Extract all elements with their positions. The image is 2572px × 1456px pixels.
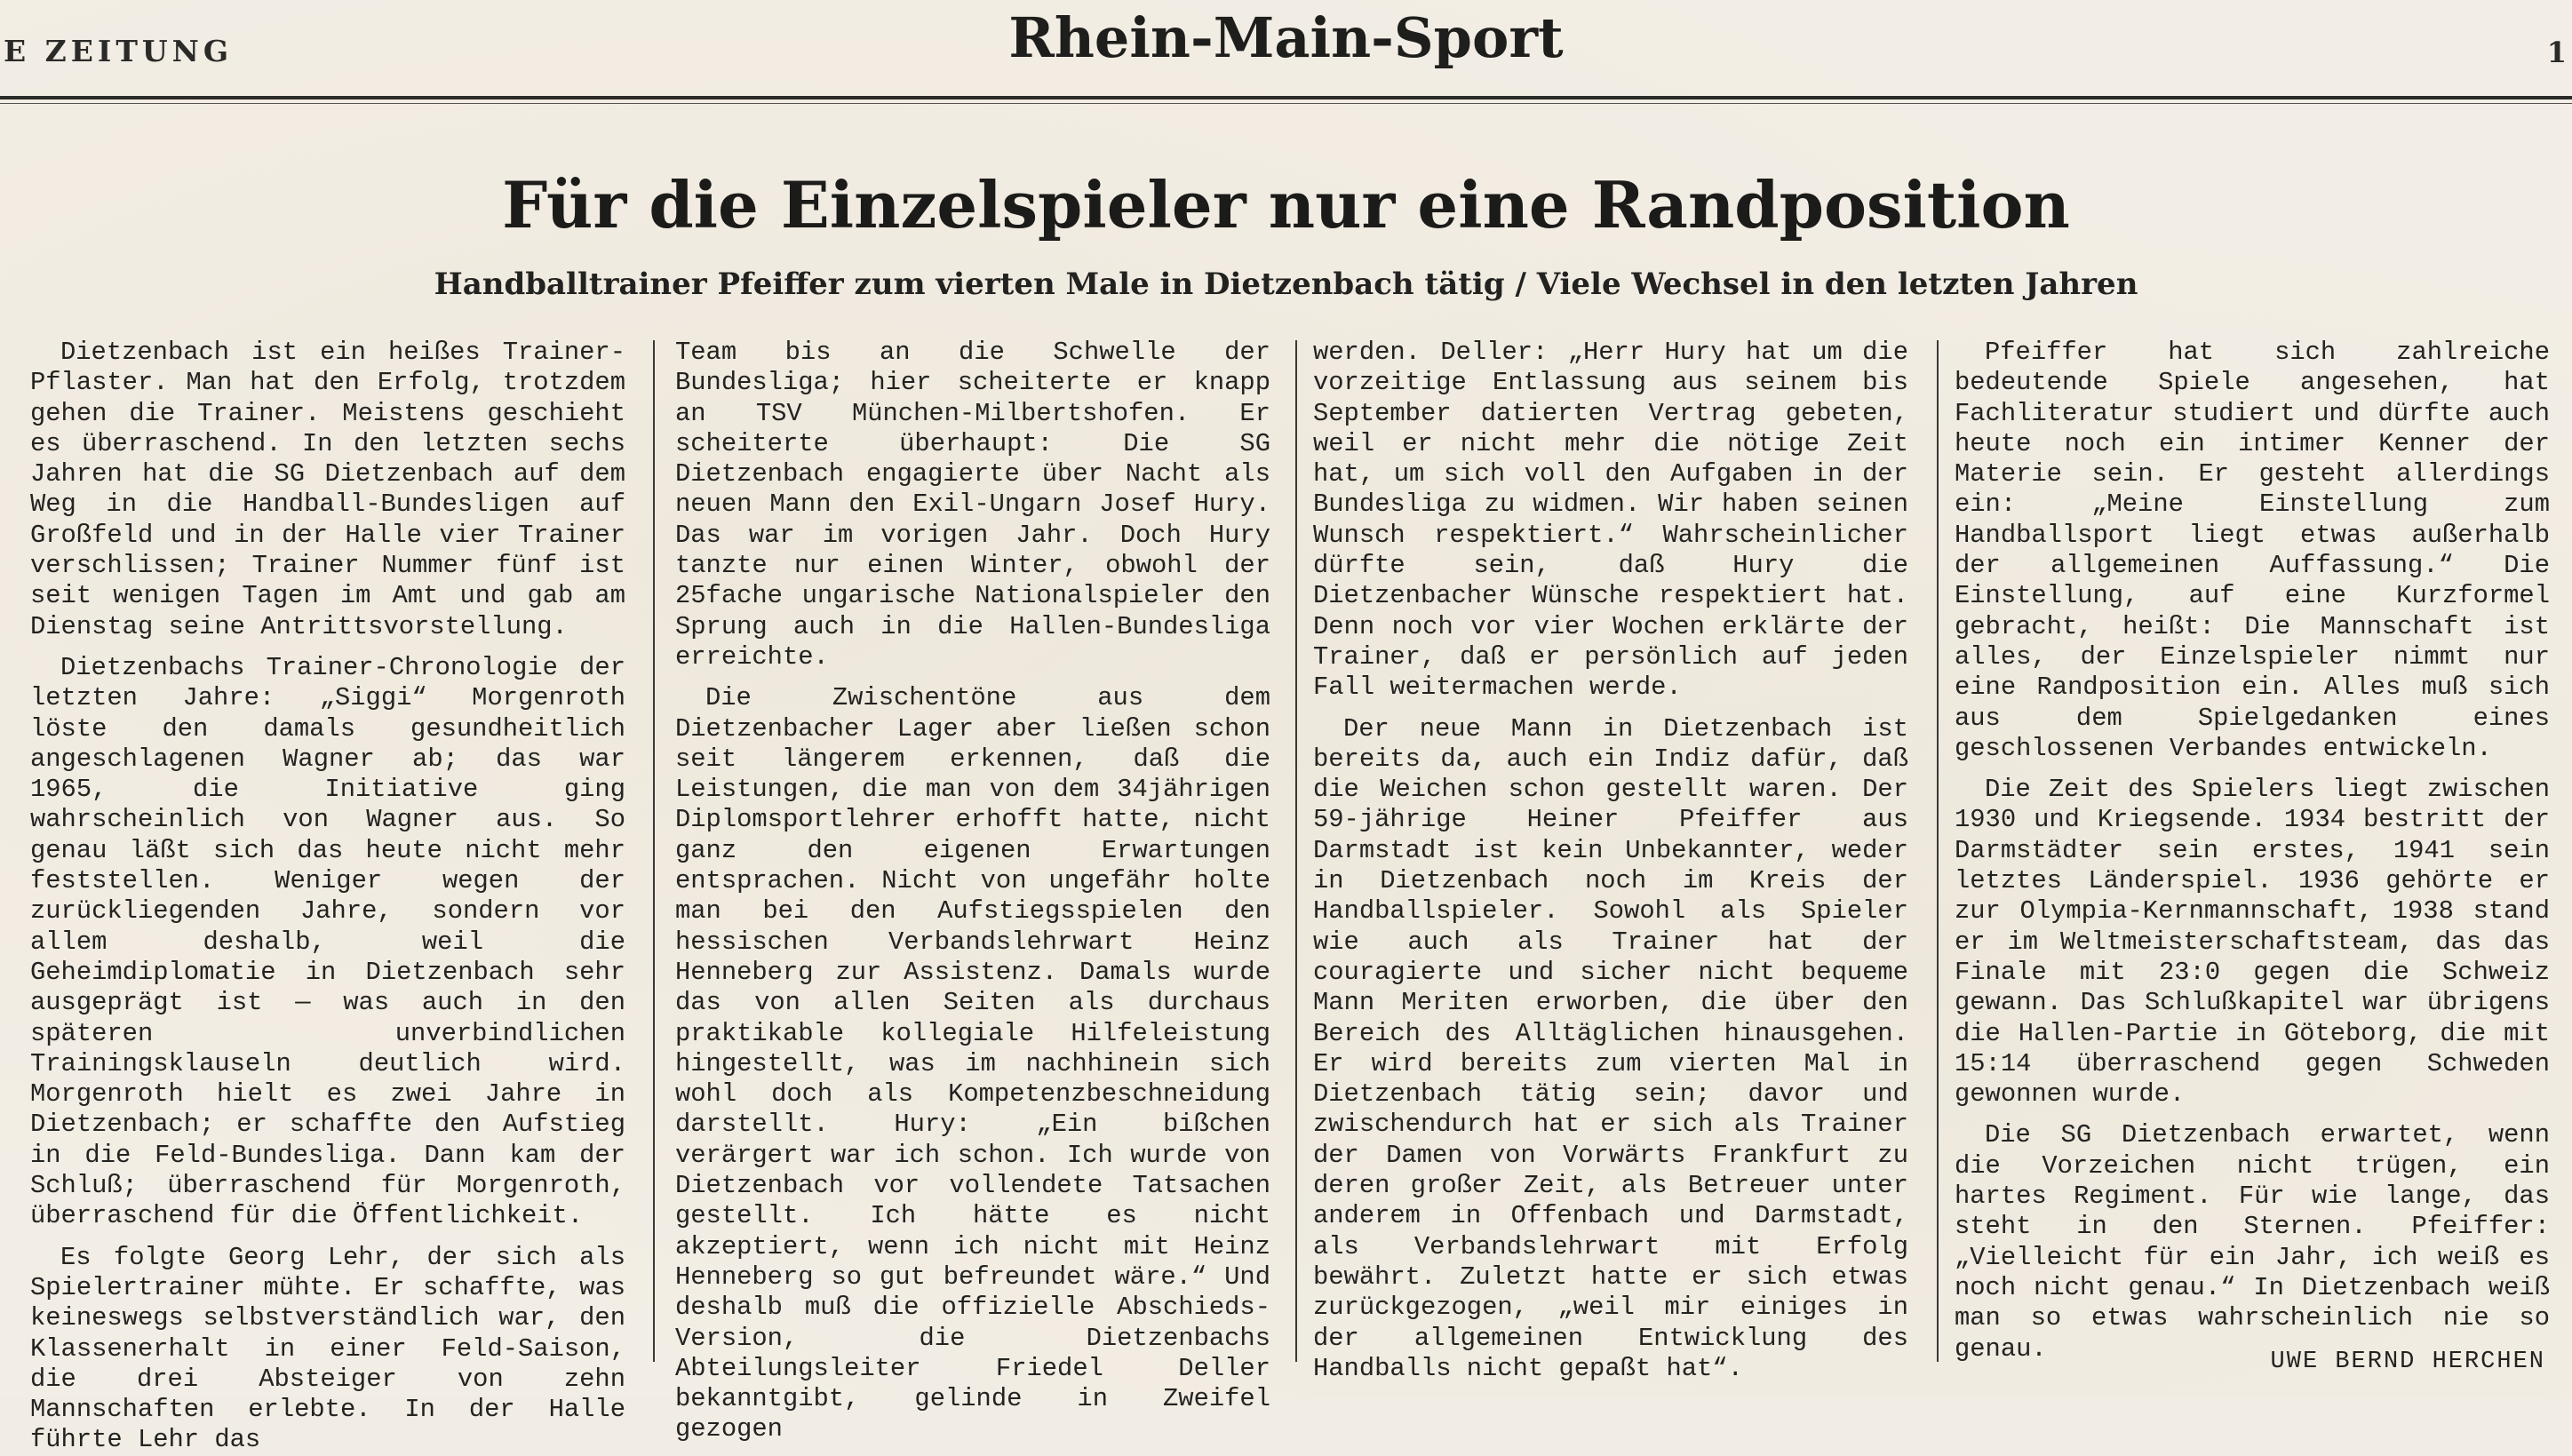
article-headline: Für die Einzelspieler nur eine Randposition [502,167,2070,243]
paragraph: Die Zwischentöne aus dem Dietzenbacher Lager aber ließen schon seit längerem erkennen, daß die Leistungen, die man von dem 34jährigen Diplomsportlehrer erhofft hatte, nicht ganz den eigenen Erwartungen entsprachen. Nicht von ungefähr holte man bei den Aufstiegsspielen den hessischen Verbandslehrwart Heinz Henneberg zur Assistenz. Damals wurde das von allen Seiten als durchaus praktikable kollegiale Hilfeleistung hingestellt, was im nachhinein sich wohl doch als Kompetenzbeschneidung darstellt. Hury: „Ein bißchen verärgert war ich schon. Ich wurde von Dietzenbach vor vollendete Tatsachen gestellt. Ich hätte es nicht akzeptiert, wenn ich nicht mit Heinz Henneberg so gut befreundet wäre.“ Und deshalb muß die offizielle Abschieds-Version, die Dietzenbachs Abteilungsleiter Friedel Deller bekanntgibt, gelinde in Zweifel gezogen [675,683,1270,1444]
paragraph: Der neue Mann in Dietzenbach ist bereits da, auch ein Indiz dafür, daß die Weichen schon gestellt waren. Der 59-jährige Heiner Pfeiffer aus Darmstadt ist kein Unbekannter, weder in Dietzenbach noch im Kreis der Handballspieler. Sowohl als Spieler wie auch als Trainer hat der couragierte und sicher nicht bequeme Mann Meriten erworben, die über den Bereich des Alltäglichen hinausgehen. Er wird bereits zum vierten Mal in Dietzenbach tätig sein; davor und zwischendurch hat er sich als Trainer der Damen von Vorwärts Frankfurt zu deren großer Zeit, als Betreuer unter anderem in Offenbach und Darmstadt, als Verbandslehrwart mit Erfolg bewährt. Zuletzt hatte er sich etwas zurückgezogen, „weil mir einiges in der allgemeinen Entwicklung des Handballs nicht gepaßt hat“. [1313,713,1908,1383]
article-author: UWE BERND HERCHEN [2270,1349,2545,1375]
paragraph: Team bis an die Schwelle der Bundesliga; hier scheiterte er knapp an TSV München-Milbertshofen. Er scheiterte überhaupt: Die SG Dietzenbach engagierte über Nacht als neuen Mann den Exil-Ungarn Josef Hury. Das war im vorigen Jahr. Doch Hury tanzte nur einen Winter, obwohl der 25fache ungarische Nationalspieler den Sprung auch in die Hallen-Bundesliga erreichte. [675,338,1270,672]
column-divider [653,340,655,1362]
paragraph: werden. Deller: „Herr Hury hat um die vorzeitige Entlassung aus seinem bis September datierten Vertrag gebeten, weil er nicht mehr die nötige Zeit hat, um sich voll den Aufgaben in der Bundesliga zu widmen. Wir haben seinen Wunsch respektiert.“ Wahrscheinlicher dürfte sein, daß Hury die Dietzenbacher Wünsche respektiert hat. Denn noch vor vier Wochen erklärte der Trainer, daß er persönlich auf jeden Fall weitermachen werde. [1313,338,1908,703]
article-column-1 [30,338,625,1456]
section-title: Rhein-Main-Sport [1008,5,1564,70]
paragraph: Die Zeit des Spielers liegt zwischen 1930 und Kriegsende. 1934 bestritt der Darmstädter sein erstes, 1941 sein letztes Länderspiel. 1936 gehörte er zur Olympia-Kernmannschaft, 1938 stand er im Weltmeisterschaftsteam, das das Finale mit 23:0 gegen die Schweiz gewann. Das Schlußkapitel war übrigens die Hallen-Partie in Göteborg, die mit 15:14 überraschend gegen Schweden gewonnen wurde. [1955,775,2550,1110]
masthead-rule-thin [0,103,2572,104]
article-column-4 [1955,338,2550,1365]
paragraph: Es folgte Georg Lehr, der sich als Spielertrainer mühte. Er schaffte, was keineswegs selbstverständlich war, den Klassenerhalt in einer Feld-Saison, die drei Absteiger von zehn Mannschaften erlebte. In der Halle führte Lehr das [30,1242,625,1455]
article-subheadline: Handballtrainer Pfeiffer zum vierten Male in Dietzenbach tätig / Viele Wechsel in den letzten Jahren [434,267,2138,302]
masthead-rule-thick [0,96,2572,99]
paragraph: Die SG Dietzenbach erwartet, wenn die Vorzeichen nicht trügen, ein hartes Regiment. Für wie lange, das steht in den Sternen. Pfeiffer: „Vielleicht für ein Jahr, ich weiß es noch nicht genau.“ In Dietzenbach weiß man so etwas wahrscheinlich nie so genau. [1955,1120,2550,1364]
article-column-2 [675,338,1270,1445]
paragraph: Pfeiffer hat sich zahlreiche bedeutende Spiele angesehen, hat Fachliteratur studiert und dürfte auch heute noch ein intimer Kenner der Materie sein. Er gesteht allerdings ein: „Meine Einstellung zum Handballsport liegt etwas außerhalb der allgemeinen Auffassung.“ Die Einstellung, auf eine Kurzformel gebracht, heißt: Die Mannschaft ist alles, der Einzelspieler nimmt nur eine Randposition ein. Alles muß sich aus dem Spielgedanken eines geschlossenen Verbandes entwickeln. [1955,338,2550,763]
column-divider [1937,340,1939,1362]
masthead-newspaper-name-fragment: E ZEITUNG [4,34,234,68]
column-divider [1295,340,1297,1362]
paragraph: Dietzenbachs Trainer-Chronologie der letzten Jahre: „Siggi“ Morgenroth löste den damals gesundheitlich angeschlagenen Wagner ab; das war 1965, die Initiative ging wahrscheinlich von Wagner aus. So genau läßt sich das heute nicht mehr feststellen. Weniger wegen der zurückliegenden Jahre, sondern vor allem deshalb, weil die Geheimdiplomatie in Dietzenbach sehr ausgeprägt ist — was auch in den späteren unverbindlichen Trainingsklauseln deutlich wird. Morgenroth hielt es zwei Jahre in Dietzenbach; er schaffte den Aufstieg in die Feld-Bundesliga. Dann kam der Schluß; überraschend für Morgenroth, überraschend für die Öffentlichkeit. [30,652,625,1231]
paragraph: Dietzenbach ist ein heißes Trainer-Pflaster. Man hat den Erfolg, trotzdem gehen die Trainer. Meistens geschieht es überraschend. In den letzten sechs Jahren hat die SG Dietzenbach auf dem Weg in die Handball-Bundesligen auf Großfeld und in der Halle vier Trainer verschlissen; Trainer Nummer fünf ist seit wenigen Tagen im Amt und gab am Dienstag seine Antrittsvorstellung. [30,338,625,641]
article-column-3 [1313,338,1908,1384]
page-number-fragment: 1 [2546,36,2567,69]
